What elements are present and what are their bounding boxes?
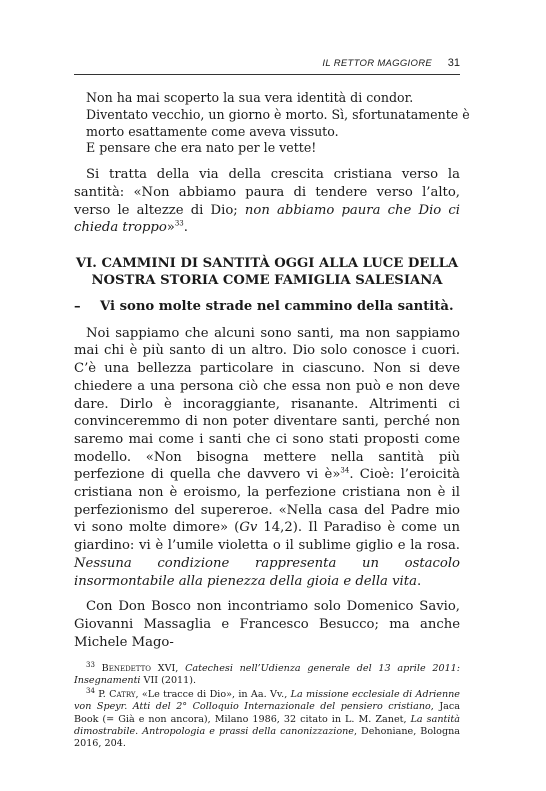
main-text: [74, 90, 470, 651]
poem-line: Diventato vecchio, un giorno è morto. Sì, sfortunatamente è: [86, 106, 470, 122]
footnote-ref: 34: [340, 466, 350, 475]
footnote-ref: 33: [174, 219, 184, 228]
paragraph-santi: Noi sappiamo che alcuni sono santi, ma non sappiamo mai chi è più santo di un altro. Dio solo conosce i cuori. C’è una bellezza particolare in ciascuno. Non si deve chiedere a una persona ciò che essa non può e non deve dare. Dirlo è incoraggiante, risanante. Altrimenti ci convinceremmo di non poter diventare santi, perché non saremo mai come i santi che ci sono stati proposti come modello. «Non bisogna mettere nella santità più perfezione di quella che davvero vi è»$^{34}$. Cioè: l’eroicità cristiana non è eroismo, la perfezione cristiana non è il perfezionismo del supereroe. «Nella casa del Padre mio vi sono molte dimore» (Gv 14,2). Il Paradiso è come un giardino: vi è l’umile violetta o il sublime giglio e la rosa. Nessuna condizione rappresenta un ostacolo insormontabile alla pienezza della gioia e della vita.: [74, 325, 461, 589]
header-title: IL RETTOR MAGGIORE: [322, 58, 432, 69]
poem-line: morto esattamente come aveva vissuto.: [86, 123, 339, 139]
running-header: [74, 56, 460, 75]
section-title: VI. CAMMINI DI SANTITÀ OGGI ALLA LUCE DELLA NOSTRA STORIA COME FAMIGLIA SALESIANA: [75, 256, 459, 288]
poem-quote: [86, 90, 470, 157]
footnote-33: $^{33}$ Benedetto XVI, Catechesi nell’Udienza generale del 13 aprile 2011: Insegnamenti VII (2011).: [74, 660, 461, 687]
paragraph-don-bosco: Con Don Bosco non incontriamo solo Domenico Savio, Giovanni Massaglia e Francesco Besucco; ma anche Michele Mago-: [74, 599, 460, 650]
poem-line: Non ha mai scoperto la sua vera identità di condor.: [86, 90, 414, 105]
poem-line: E pensare che era nato per le vette!: [86, 140, 317, 156]
footnote-34: $^{34}$ P. Catry, «Le tracce di Dio», in Aa. Vv., La missione ecclesiale di Adrienne von Speyr. Atti del 2° Colloquio Internazionale del pensiero cristiano, Jaca Book (= Già e non ancora), Milano 1986, 32 citato in L. M. Zanet, La santità dimostrabile. Antropologia e prassi della canonizzazione, Dehoniane, Bologna 2016, 204.: [74, 686, 460, 750]
page-number: 31: [447, 57, 460, 69]
footnotes: [74, 660, 461, 752]
subheading: – Vi sono molte strade nel cammino della santità.: [74, 299, 454, 314]
paragraph-crescita: Si tratta della via della crescita cristiana verso la santità: «Non abbiamo paura di tendere verso l’alto, verso le altezze di Dio; non abbiamo paura che Dio ci chieda troppo»$^{33}$.: [74, 167, 461, 236]
